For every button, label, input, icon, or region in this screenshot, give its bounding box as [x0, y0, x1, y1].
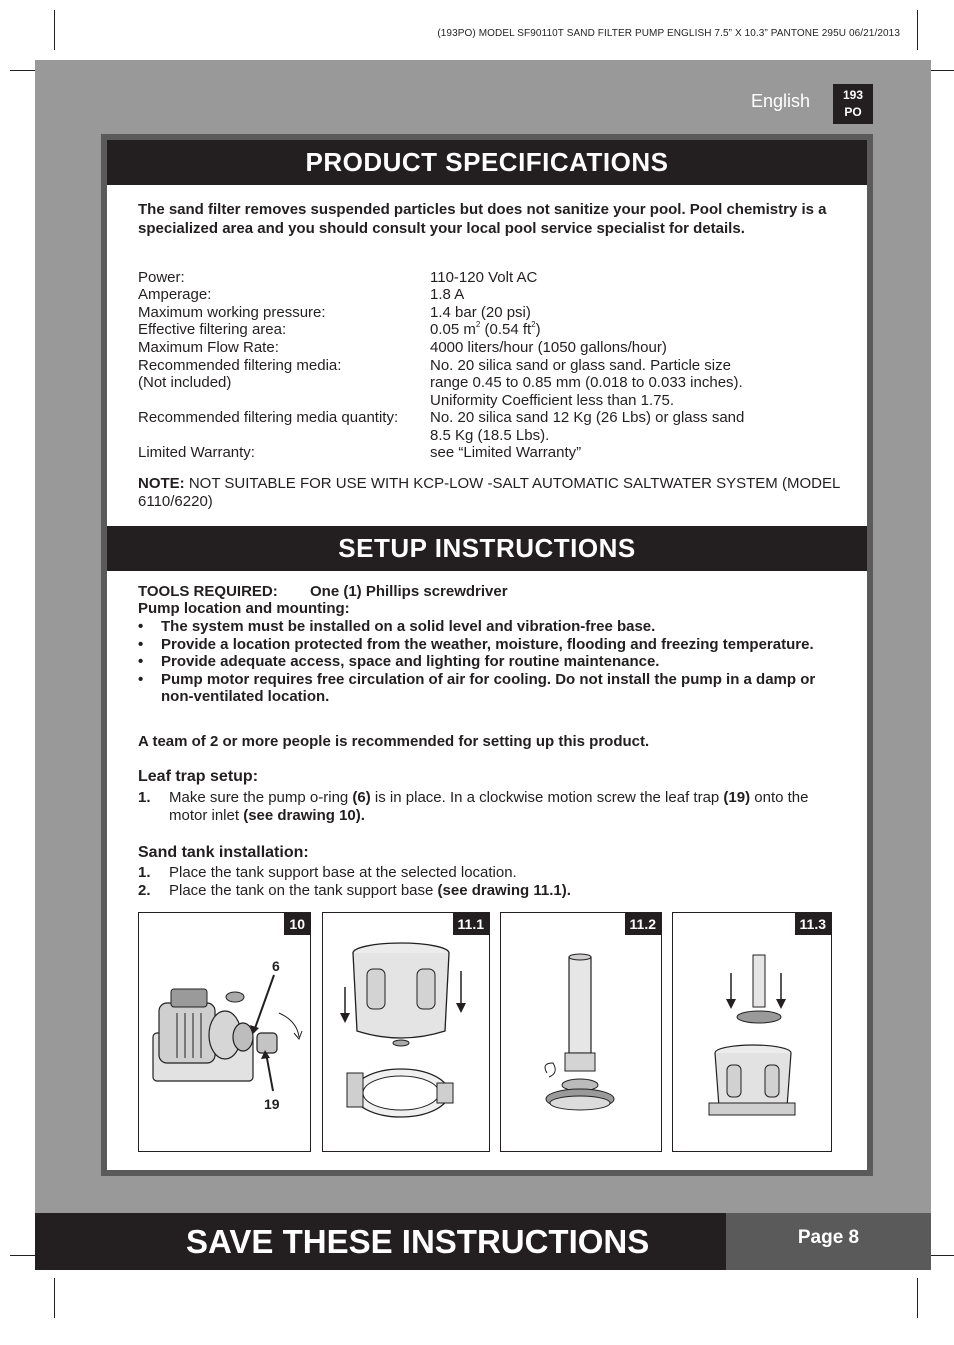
step-number: 1.	[138, 864, 151, 881]
tools-label: TOOLS REQUIRED:	[138, 583, 278, 600]
step-text-bold: (19)	[723, 789, 751, 806]
drawing-tag: 10	[284, 913, 310, 935]
bullet: •	[138, 618, 144, 635]
callout-19: 19	[264, 1096, 280, 1112]
spec-value: 1.8 A	[430, 286, 465, 303]
step-text-part: Place the tank on the tank support base	[169, 882, 438, 899]
spec-label: Amperage:	[138, 286, 212, 303]
superscript: 2	[475, 320, 481, 329]
step-text	[169, 789, 809, 825]
step-text-bold: (see drawing 11.1).	[437, 882, 571, 899]
spec-label: (Not included)	[138, 374, 232, 391]
spec-value: No. 20 silica sand or glass sand. Particle size	[430, 357, 731, 374]
drawing-tag: 11.2	[625, 913, 661, 935]
pump-location-heading: Pump location and mounting:	[138, 600, 350, 617]
drawing-tag: 11.3	[795, 913, 831, 935]
crop-mark	[917, 1278, 918, 1318]
tools-required	[138, 583, 508, 601]
value-part: 0.05 m	[430, 321, 476, 338]
setup-bullet-list	[138, 618, 828, 706]
spec-value: 110-120 Volt AC	[430, 269, 538, 286]
spec-value: 8.5 Kg (18.5 Lbs).	[430, 427, 550, 444]
code-badge-line2: PO	[844, 105, 862, 119]
drawing-11-3	[672, 912, 832, 1152]
crop-mark	[54, 1278, 55, 1318]
lateral-assembly-illustration	[501, 913, 661, 1149]
spec-label: Power:	[138, 269, 185, 286]
step-text-part: Make sure the pump o-ring	[169, 789, 353, 806]
page-number: Page 8	[726, 1213, 931, 1270]
callout-6: 6	[272, 958, 280, 974]
spec-label: Effective filtering area:	[138, 321, 287, 338]
drawing-tag: 11.1	[453, 913, 489, 935]
crop-mark	[54, 10, 55, 50]
print-header: (193PO) MODEL SF90110T SAND FILTER PUMP ENGLISH 7.5” X 10.3” PANTONE 295U 06/21/2013	[437, 28, 900, 39]
step-text-part: onto the motor inlet	[169, 789, 809, 824]
footer-bar	[35, 1213, 726, 1270]
leaf-trap-heading: Leaf trap setup:	[138, 768, 259, 785]
bullet-text: Provide a location protected from the weather, moisture, flooding and freezing temperature.	[161, 635, 814, 653]
spec-label: Maximum Flow Rate:	[138, 339, 279, 356]
bullet-text: Provide adequate access, space and lighting for routine maintenance.	[161, 653, 660, 670]
bullet-text: Pump motor requires free circulation of air for cooling. Do not install the pump in a damp or non-ventilated location.	[161, 670, 816, 705]
team-note: A team of 2 or more people is recommended for setting up this product.	[138, 733, 650, 750]
step-number: 2.	[138, 882, 151, 899]
spec-value: Uniformity Coefficient less than 1.75.	[430, 392, 675, 409]
superscript: 2	[531, 320, 536, 329]
spec-label: Maximum working pressure:	[138, 304, 326, 321]
language-label: English	[751, 91, 811, 111]
setup-section-title: SETUP INSTRUCTIONS	[107, 526, 867, 571]
sand-tank-heading: Sand tank installation:	[138, 844, 309, 861]
note-label: NOTE:	[138, 475, 185, 492]
tank-on-base-illustration	[323, 913, 488, 1149]
spec-note	[138, 475, 848, 511]
spec-value: No. 20 silica sand 12 Kg (26 Lbs) or glass sand	[430, 409, 745, 426]
bullet: •	[138, 653, 144, 670]
value-part: )	[535, 321, 541, 338]
bullet: •	[138, 635, 144, 653]
crop-mark	[10, 70, 35, 71]
value-part: (0.54 ft	[480, 321, 532, 338]
spec-value: 1.4 bar (20 psi)	[430, 304, 531, 321]
note-text: NOT SUITABLE FOR USE WITH KCP-LOW -SALT AUTOMATIC SALTWATER SYSTEM (MODEL 6110/6220)	[138, 475, 840, 510]
step-number: 1.	[138, 789, 151, 806]
step-text: Place the tank support base at the selected location.	[169, 864, 517, 881]
list-item	[138, 618, 828, 636]
bullet: •	[138, 670, 144, 688]
step-text-part: is in place. In a clockwise motion screw the leaf trap	[370, 789, 724, 806]
drawing-11-2	[500, 912, 662, 1152]
spec-label: Recommended filtering media quantity:	[138, 409, 399, 426]
step-text-bold: (6)	[352, 789, 371, 806]
tools-value: One (1) Phillips screwdriver	[310, 583, 508, 600]
spec-label: Limited Warranty:	[138, 444, 255, 461]
save-instructions-text: SAVE THESE INSTRUCTIONS	[186, 1223, 650, 1260]
crop-mark	[10, 1255, 35, 1256]
crop-mark	[917, 10, 918, 50]
spec-intro: The sand filter removes suspended particles but does not sanitize your pool. Pool chemistry is a specialized area and you should consult your local pool service specialist for details.	[138, 201, 827, 237]
code-badge	[833, 84, 873, 124]
spec-value: range 0.45 to 0.85 mm (0.018 to 0.033 inches).	[430, 374, 743, 391]
list-item	[138, 671, 828, 706]
spec-label: Recommended filtering media:	[138, 357, 342, 374]
spec-value: 4000 liters/hour (1050 gallons/hour)	[430, 339, 667, 356]
lateral-into-tank-illustration	[673, 913, 831, 1149]
list-item	[138, 636, 828, 654]
drawing-10	[138, 912, 311, 1152]
pump-illustration	[139, 913, 309, 1149]
bullet-text: The system must be installed on a solid level and vibration-free base.	[161, 618, 656, 635]
step-text-bold: (see drawing 10).	[243, 807, 365, 824]
spec-section-title: PRODUCT SPECIFICATIONS	[107, 140, 867, 185]
step-text	[169, 882, 809, 900]
code-badge-line1: 193	[842, 88, 864, 102]
list-item	[138, 653, 828, 671]
drawing-11-1	[322, 912, 490, 1152]
spec-value	[430, 321, 850, 339]
spec-value: see “Limited Warranty”	[430, 444, 582, 461]
